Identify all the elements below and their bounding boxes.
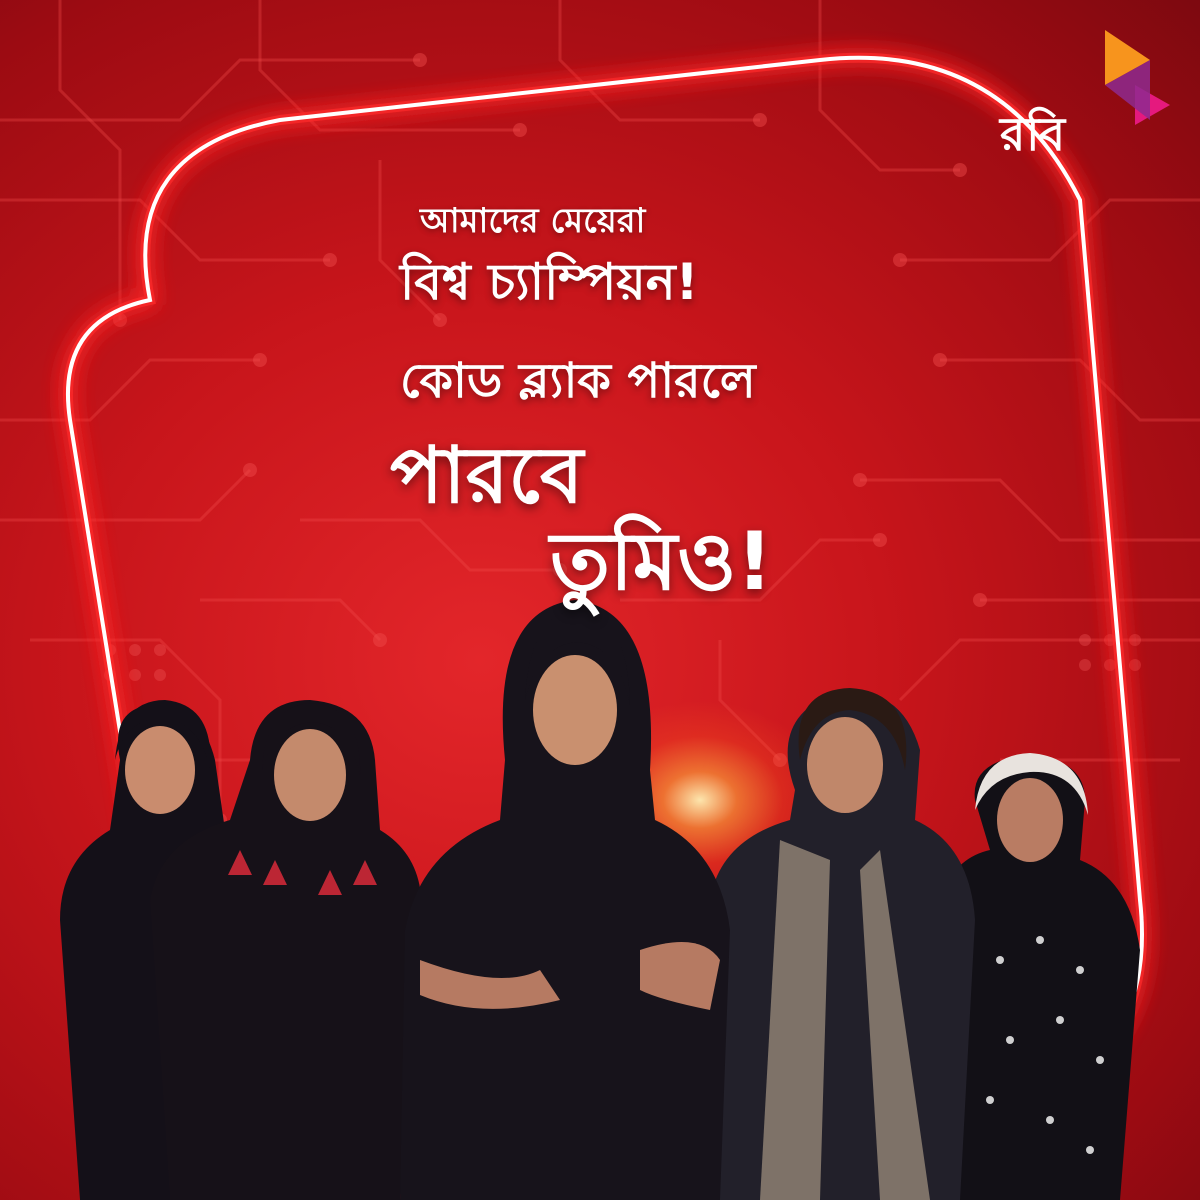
headline-line-4: পারবে (390, 431, 584, 521)
headline-line-3: কোড ব্ল্যাক পারলে (400, 353, 756, 409)
headline-line-1: আমাদের মেয়েরা (420, 201, 646, 241)
brand-name: রবি (1000, 107, 1067, 161)
person-4 (710, 688, 975, 1200)
headline-line-2: বিশ্ব চ্যাম্পিয়ন! (400, 253, 699, 311)
person-3 (400, 600, 730, 1200)
headline-line-5: তুমিও! (550, 515, 773, 608)
